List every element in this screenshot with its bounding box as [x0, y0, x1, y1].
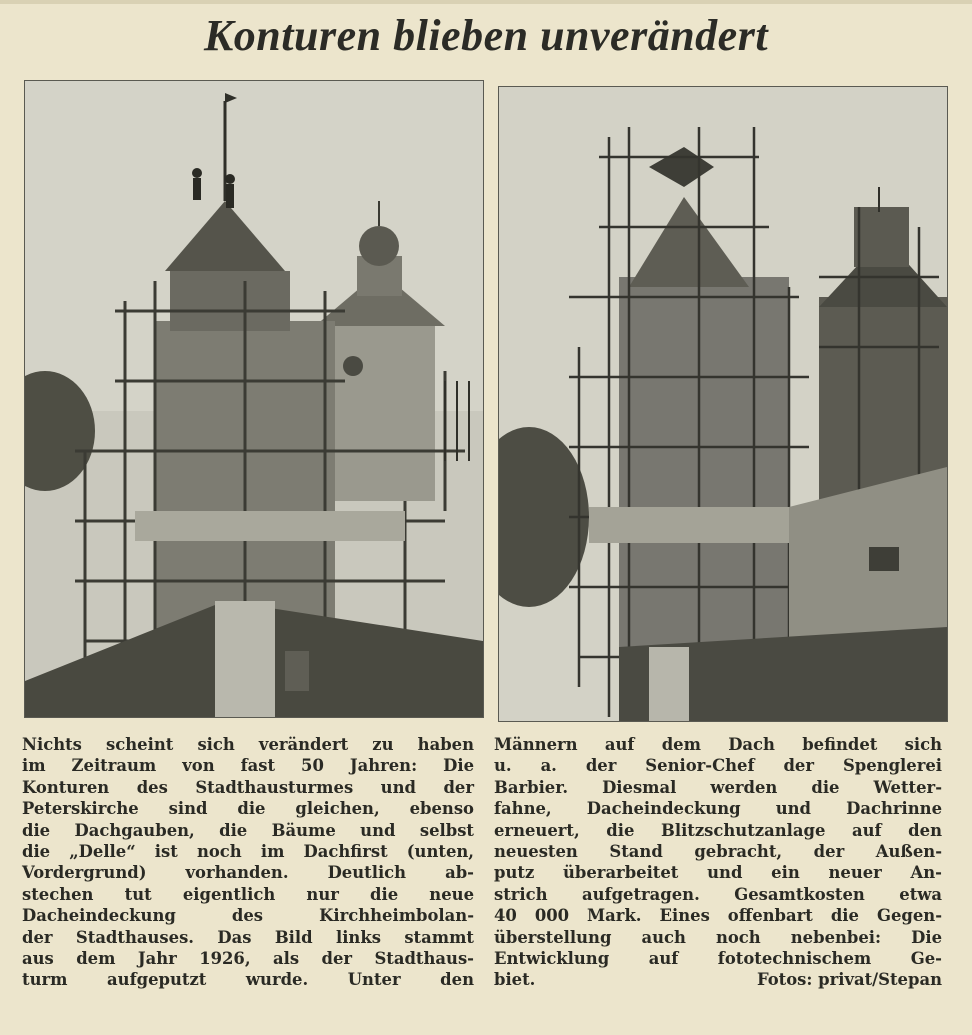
article-headline: Konturen blieben unverändert [203, 11, 769, 60]
caption-line: Konturen des Stadthausturmes und der [22, 777, 474, 797]
photo-tower-present [498, 86, 948, 722]
caption-line: der Stadthauses. Das Bild links stammt [22, 927, 474, 947]
caption-line: putz überarbeitet und ein neuer An- [494, 863, 942, 883]
caption-line: die Dachgauben, die Bäume und selbst [22, 820, 474, 840]
caption-line: erneuert, die Blitzschutzanlage auf den [494, 820, 942, 840]
caption-line: Entwicklung auf fototechnischem Ge- [494, 949, 942, 969]
caption-line-end: biet. [494, 970, 536, 990]
caption-line: fahne, Dacheindeckung und Dachrinne [494, 799, 942, 819]
caption-line: aus dem Jahr 1926, als der Stadthaus- [22, 949, 474, 969]
caption-line: u. a. der Senior-Chef der Spenglerei [494, 756, 942, 776]
caption-line: strich aufgetragen. Gesamtkosten etwa [494, 884, 942, 904]
caption-last-line [494, 969, 942, 990]
caption-line: Peterskirche sind die gleichen, ebenso [22, 799, 474, 819]
photo-tower-1926 [24, 80, 484, 718]
caption-line: überstellung auch noch nebenbei: Die [494, 927, 942, 947]
caption-line: Barbier. Diesmal werden die Wetter- [494, 777, 942, 797]
caption-line: Nichts scheint sich verändert zu haben [22, 735, 474, 754]
photo-tower-present-image [499, 87, 947, 721]
caption-line: die „Delle“ ist noch im Dachfirst (unten, [22, 842, 474, 862]
caption-line: stechen tut eigentlich nur die neue [22, 884, 474, 904]
caption-line: Dacheindeckung des Kirchheimbolan- [22, 906, 474, 926]
caption-line: turm aufgeputzt wurde. Unter den [22, 970, 474, 990]
caption-column-right [494, 734, 942, 991]
photo-credit: Fotos: privat/Stepan [756, 970, 942, 990]
caption-line: Vordergrund) vorhanden. Deutlich ab- [22, 863, 474, 883]
paper-edge [0, 0, 972, 4]
caption-line: im Zeitraum von fast 50 Jahren: Die [22, 756, 474, 776]
caption-line: 40 000 Mark. Eines offenbart die Gegen- [494, 906, 942, 926]
photo-tower-1926-image [25, 81, 483, 717]
caption-column-left [22, 734, 474, 991]
caption-line: neuesten Stand gebracht, der Außen- [494, 842, 942, 862]
caption-line: Männern auf dem Dach befindet sich [494, 735, 942, 754]
